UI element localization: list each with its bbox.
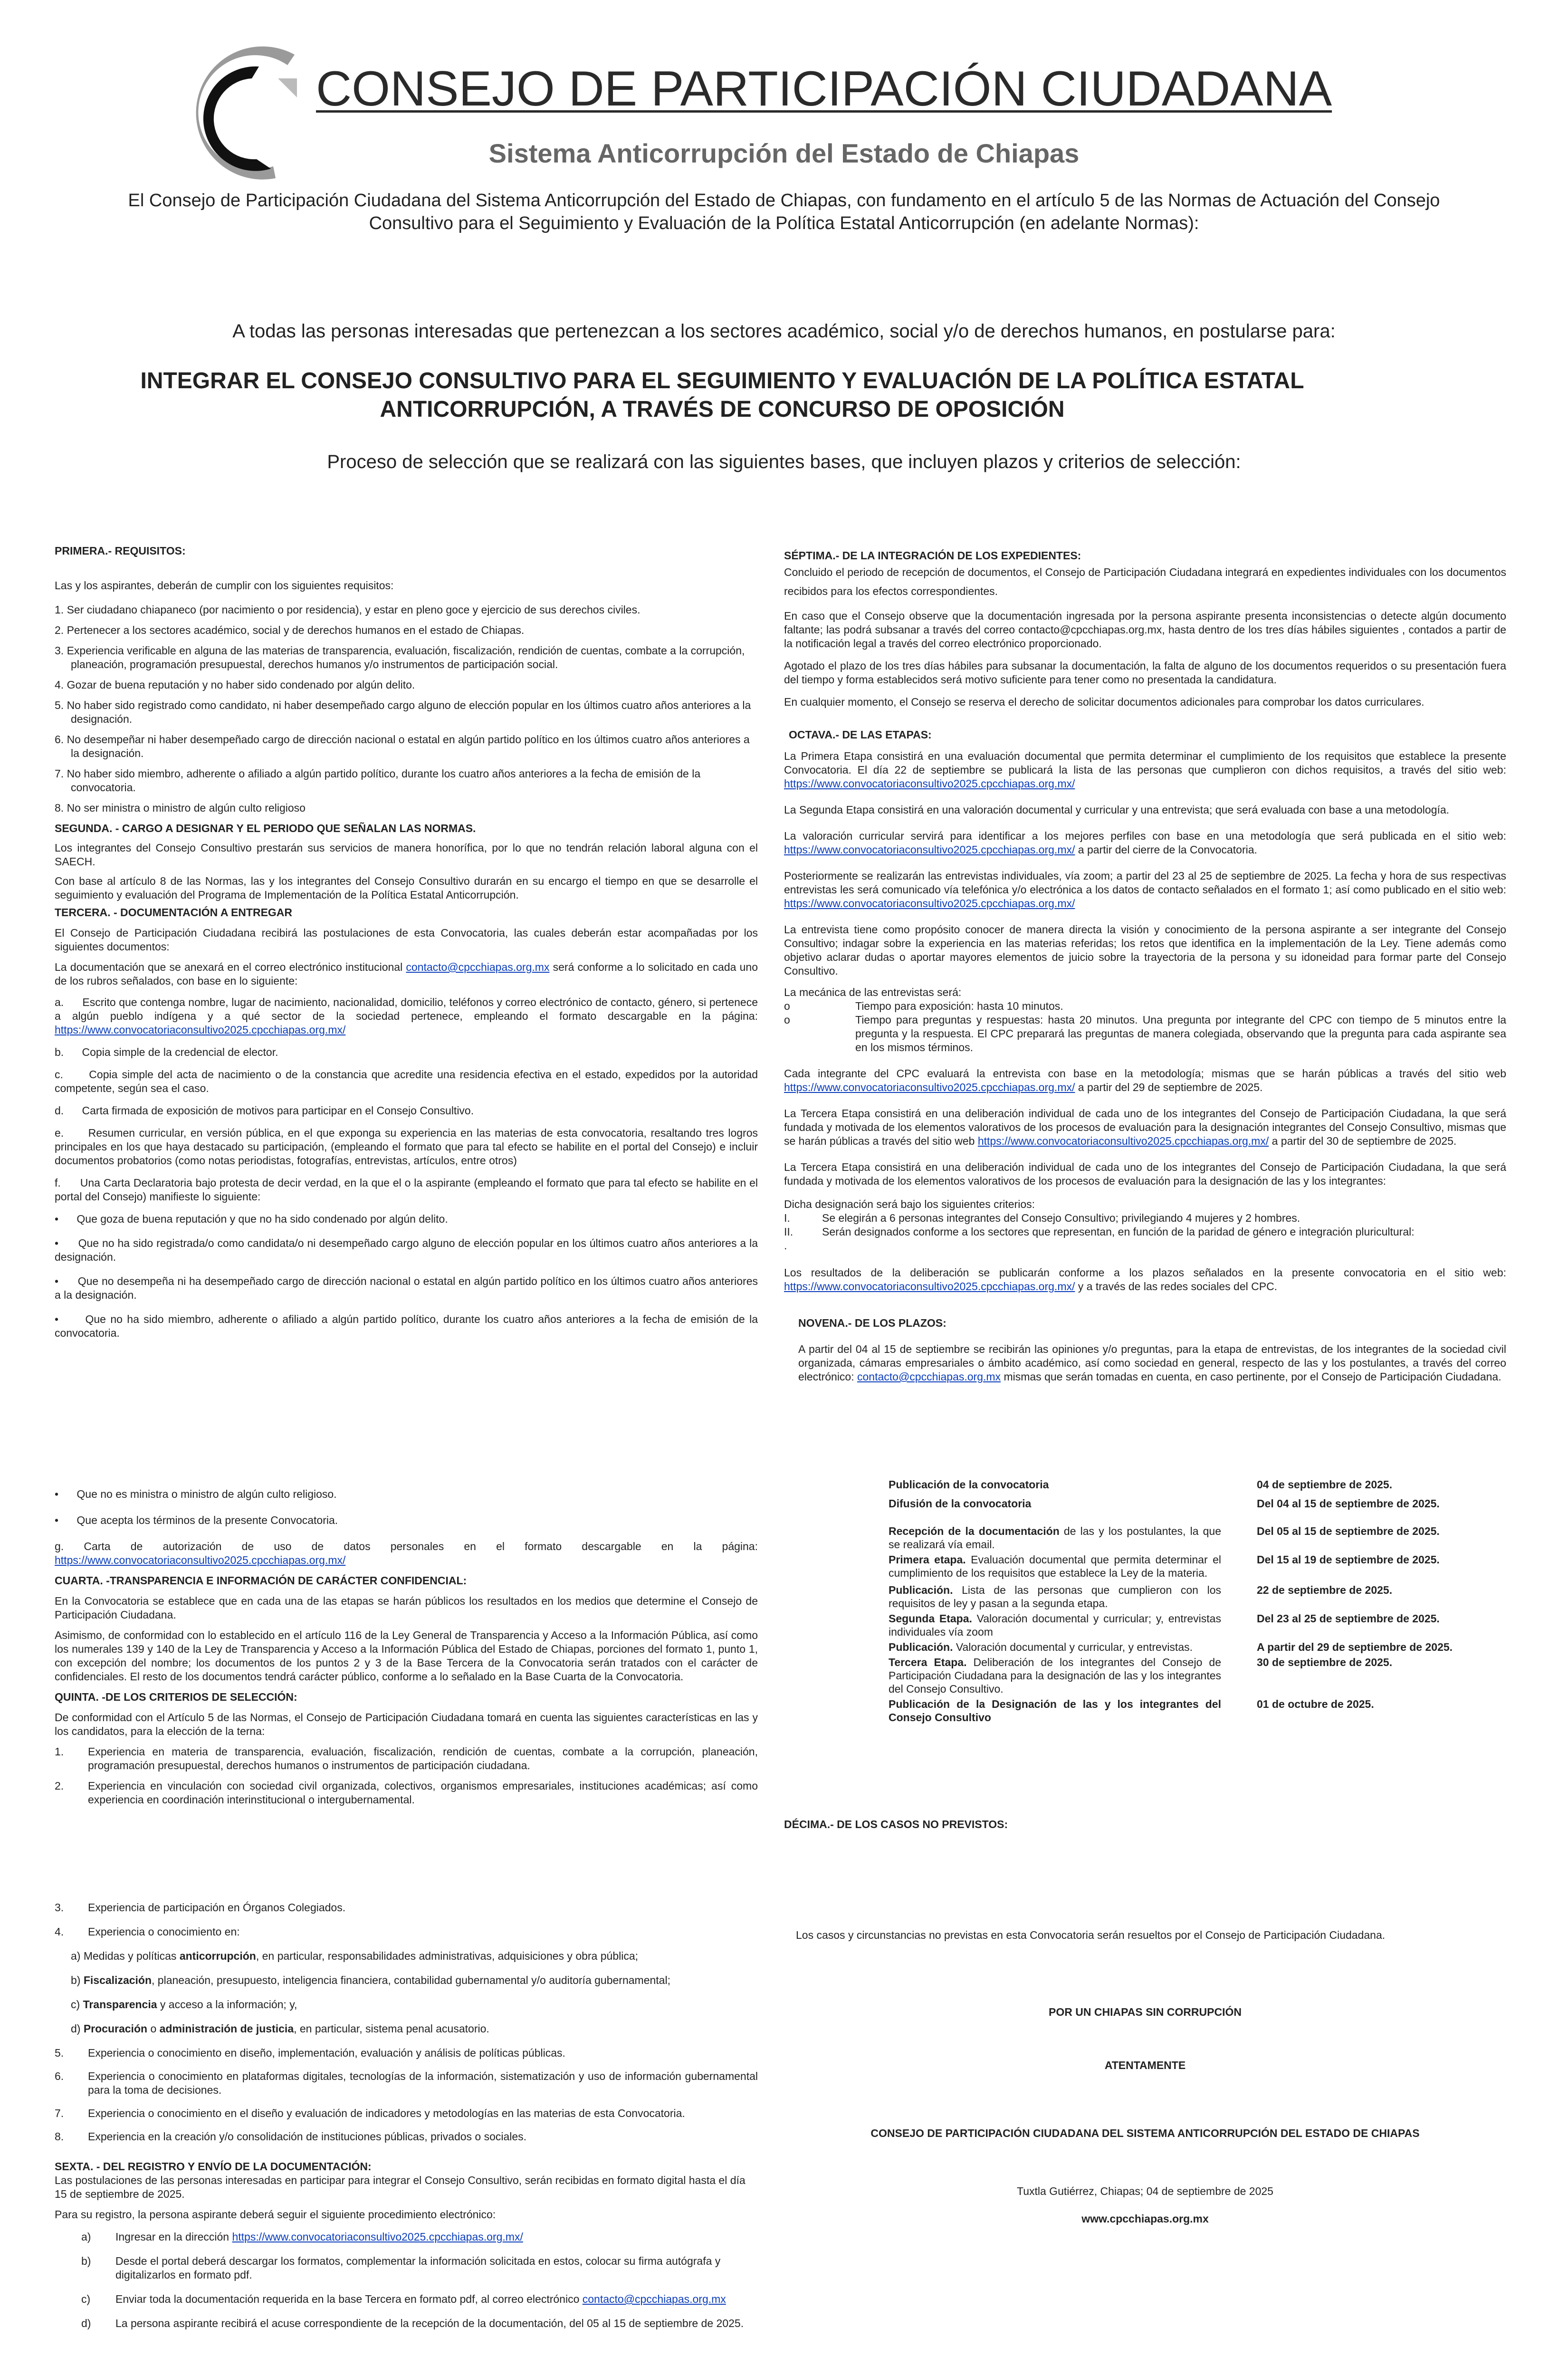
schedule-row <box>889 1478 1506 1491</box>
doc-item: f. Una Carta Declaratoria bajo protesta de decir verdad, en la que el o la aspirante (empleando el formato que para tal efecto se habilite en el portal del Consejo) manifieste lo siguiente: <box>55 1177 758 1203</box>
crit-item: . <box>784 1239 787 1252</box>
sub-item: c) Transparencia y acceso a la información; y, <box>71 1998 297 2011</box>
octava-p10: Los resultados de la deliberación se publicarán conforme a los plazos señalados en la presente convocatoria en el sitio web: https://www.convocatoriaconsultivo2025.cpcchiapas.org.mx/ y a través de las redes sociales del CPC. <box>784 1266 1506 1293</box>
schedule-row <box>889 1553 1506 1580</box>
schedule-row <box>889 1583 1506 1610</box>
convocatoria-link[interactable]: https://www.convocatoriaconsultivo2025.cpcchiapas.org.mx/ <box>232 2231 523 2243</box>
schedule-event: Difusión de la convocatoria <box>889 1497 1032 1510</box>
convocatoria-link[interactable]: https://www.convocatoriaconsultivo2025.cpcchiapas.org.mx/ <box>784 1280 1075 1293</box>
page-title: CONSEJO DE PARTICIPACIÓN CIUDADANA <box>316 61 1332 116</box>
criterio-item: 5. Experiencia o conocimiento en diseño, implementación, evaluación y análisis de políticas públicas. <box>55 2047 565 2059</box>
step-item: c) Enviar toda la documentación requerida en la base Tercera en formato pdf, al correo electrónico contacto@cpcchiapas.org.mx <box>81 2293 726 2305</box>
doc-item: d. Carta firmada de exposición de motivos para participar en el Consejo Consultivo. <box>55 1104 474 1117</box>
cuarta-p1: En la Convocatoria se establece que en cada una de las etapas se harán públicos los resultados en los medios que determine el Consejo de Participación Ciudadana. <box>55 1595 758 1621</box>
schedule-row <box>889 1656 1506 1696</box>
schedule-date: Del 04 al 15 de septiembre de 2025. <box>1257 1497 1440 1510</box>
section-decima-title: DÉCIMA.- DE LOS CASOS NO PREVISTOS: <box>784 1818 1008 1830</box>
schedule-date: A partir del 29 de septiembre de 2025. <box>1257 1641 1453 1653</box>
septima-p4: En cualquier momento, el Consejo se reserva el derecho de solicitar documentos adicionales para comprobar los datos curriculares. <box>784 696 1425 708</box>
section-octava-title: OCTAVA.- DE LAS ETAPAS: <box>789 728 932 741</box>
section-tercera-title: TERCERA. - DOCUMENTACIÓN A ENTREGAR <box>55 906 293 919</box>
octava-p7: La Tercera Etapa consistirá en una deliberación individual de cada uno de los integrantes del Consejo de Participación Ciudadana, la que será fundada y motivada de los elementos valorativos de los procesos de evaluación para la designación integrantes del Consejo Consultivo, mismas que se harán públicas a través del sitio web https://www.convocatoriaconsultivo2025.cpcchiapas.org.mx/ a partir del 30 de septiembre de 2025. <box>784 1107 1506 1147</box>
convocatoria-link[interactable]: https://www.convocatoriaconsultivo2025.cpcchiapas.org.mx/ <box>55 1024 346 1036</box>
doc-item: a. Escrito que contenga nombre, lugar de nacimiento, nacionalidad, domicilio, teléfonos y correo electrónico de contacto, género, si pertenece a algún pueblo indígena y a qué sector de la sociedad pertenece, empleando el formato descargable en la página: https://www.convocatoriaconsultivo2025.cpcchiapas.org.mx/ <box>55 996 758 1036</box>
novena-p1: A partir del 04 al 15 de septiembre se recibirán las opiniones y/o preguntas, para la etapa de entrevistas, de los integrantes de la sociedad civil organizada, cámaras empresariales o ámbito académico, así como sociedad en general, respecto de las y los postulantes, a través del correo electrónico: contacto@cpcchiapas.org.mx mismas que serán tomadas en cuenta, en caso pertinente, por el Consejo de Participación Ciudadana. <box>798 1343 1506 1383</box>
octava-p5: La entrevista tiene como propósito conocer de manera directa la visión y conocimiento de la persona aspirante a ser integrante del Consejo Consultivo; indagar sobre la experiencia en las materias referidas; los retos que identifica en la implementación de la Ley. Tiene además como objetivo aclarar dudas o aportar mayores elementos de juicio sobre la trayectoria de la persona y su idoneidad para formar parte del Consejo Consultivo. <box>784 923 1506 977</box>
schedule-date: 22 de septiembre de 2025. <box>1257 1584 1393 1596</box>
octava-p6: Cada integrante del CPC evaluará la entrevista con base en la metodología; mismas que se harán públicas a través del sitio web https://www.convocatoriaconsultivo2025.cpcchiapas.org.mx/ a partir del 29 de septiembre de 2025. <box>784 1067 1506 1093</box>
doc-item-g: g. Carta de autorización de uso de datos personales en el formato descargable en la página: https://www.convocatoriaconsultivo2025.cpcchiapas.org.mx/ <box>55 1540 758 1566</box>
section-segunda-title: SEGUNDA. - CARGO A DESIGNAR Y EL PERIODO QUE SEÑALAN LAS NORMAS. <box>55 822 476 834</box>
octava-p9: Dicha designación será bajo los siguientes criterios: <box>784 1198 1035 1210</box>
doc-item: b. Copia simple de la credencial de elector. <box>55 1046 278 1058</box>
invite-paragraph: A todas las personas interesadas que pertenezcan a los sectores académico, social y/o de derechos humanos, en postularse para: <box>232 321 1336 342</box>
sexta-p2: Para su registro, la persona aspirante deberá seguir el siguiente procedimiento electrónico: <box>55 2208 496 2221</box>
schedule-row <box>889 1697 1506 1724</box>
schedule-event: Tercera Etapa. Deliberación de los integrantes del Consejo de Participación Ciudadana para la designación de las y los integrantes del Consejo Consultivo. <box>889 1656 1221 1695</box>
criterio-item: 3. Experiencia de participación en Órganos Colegiados. <box>55 1901 346 1914</box>
schedule-event: Segunda Etapa. Valoración documental y curricular; y, entrevistas individuales vía zoom <box>889 1612 1221 1638</box>
email-link[interactable]: contacto@cpcchiapas.org.mx <box>406 961 550 973</box>
sexta-p1: Las postulaciones de las personas interesadas en participar para integrar el Consejo Consultivo, serán recibidas en formato digital hasta el día 15 de septiembre de 2025. <box>55 2174 746 2200</box>
octava-p2: La Segunda Etapa consistirá en una valoración documental y curricular y una entrevista; que será evaluada con base a una metodología. <box>784 804 1450 816</box>
segunda-p2: Con base al artículo 8 de las Normas, las y los integrantes del Consejo Consultivo durarán en su encargo el tiempo en que se desarrolle el seguimiento y evaluación del Programa de Implementación de la Política Estatal Anticorrupción. <box>55 875 758 901</box>
quinta-p1: De conformidad con el Artículo 5 de las Normas, el Consejo de Participación Ciudadana tomará en cuenta las siguientes características en las y los candidatos, para la elección de la terna: <box>55 1711 758 1737</box>
sub-item: b) Fiscalización, planeación, presupuesto, inteligencia financiera, contabilidad gubernamental y/o auditoría gubernamental; <box>71 1974 670 1986</box>
section-primera-title: PRIMERA.- REQUISITOS: <box>55 545 186 557</box>
convocatoria-link[interactable]: https://www.convocatoriaconsultivo2025.cpcchiapas.org.mx/ <box>784 843 1075 856</box>
criterio-item: 1. Experiencia en materia de transparencia, evaluación, fiscalización, rendición de cuentas, combate a la corrupción, planeación, programación presupuestal, derechos humanos o instrumentos de participación ciudadana. <box>55 1745 758 1772</box>
place-date: Tuxtla Gutiérrez, Chiapas; 04 de septiembre de 2025 <box>1017 2185 1273 2197</box>
schedule-event: Publicación de la Designación de las y los integrantes del Consejo Consultivo <box>889 1698 1221 1724</box>
intro-paragraph: El Consejo de Participación Ciudadana del Sistema Anticorrupción del Estado de Chiapas, con fundamento en el artículo 5 de las Normas de Actuación del Consejo Consultivo para el Seguimiento y Evaluación de la Política Estatal Anticorrupción (en adelante Normas): <box>128 191 1440 233</box>
process-paragraph: Proceso de selección que se realizará con las siguientes bases, que incluyen plazos y criterios de selección: <box>327 451 1241 472</box>
schedule-date: 01 de octubre de 2025. <box>1257 1698 1374 1710</box>
schedule-date: Del 23 al 25 de septiembre de 2025. <box>1257 1612 1440 1625</box>
website-link[interactable]: www.cpcchiapas.org.mx <box>1081 2213 1209 2225</box>
requisitos-list <box>55 603 758 815</box>
decima-body <box>796 1928 1509 1942</box>
declaracion-list <box>55 1212 758 1340</box>
requisito-item: 4. Gozar de buena reputación y no haber sido condenado por algún delito. <box>55 679 415 691</box>
doc-item: e. Resumen curricular, en versión pública, en el que exponga su experiencia en las materias de esta convocatoria, resaltando tres logros principales en los que haya destacado su participación, (empleando el formato que para tal efecto se habilite en el portal del Consejo) e incluir documentos probatorios (como notas periodistas, fotografías, entrevistas, artículos, entre otros) <box>55 1127 758 1167</box>
requisito-item: 3. Experiencia verificable en alguna de las materias de transparencia, evaluación, fiscalización, rendición de cuentas, combate a la corrupción, planeación, programación presupuestal, derechos humanos y/o instrumentos de participación social. <box>55 644 745 671</box>
cuarta-p2: Asimismo, de conformidad con lo establecido en el artículo 116 de la Ley General de Transparencia y Acceso a la Información Pública, así como los numerales 139 y 140 de la Ley de Transparencia y Acceso a la Información Pública del Estado de Chiapas, porciones del formato 1, punto 1, con excepción del nombre; los documentos de los puntos 2 y 3 de la Base Tercera de la Convocatoria serán tratados con el carácter de confidenciales. El resto de los documentos tendrá carácter público, conforme a lo señalado en la Base Cuarta de la Convocatoria. <box>55 1629 758 1683</box>
schedule-event: Publicación. Valoración documental y curricular, y entrevistas. <box>889 1641 1193 1653</box>
left-column <box>55 544 758 1351</box>
requisito-item: 1. Ser ciudadano chiapaneco (por nacimiento o por residencia), y estar en pleno goce y ejercicio de sus derechos civiles. <box>55 604 641 616</box>
mec-item: o Tiempo para preguntas y respuestas: hasta 20 minutos. Una pregunta por integrante del CPC con tiempo de 5 minutos entre la pregunta y la respuesta. El CPC preparará las preguntas de manera colegiada, observando que la pregunta para cada aspirante sea en los mismos términos. <box>784 1014 1506 1054</box>
criterio-item: 2. Experiencia en vinculación con sociedad civil organizada, colectivos, organismos empresariales, instituciones académicas; así como experiencia en coordinación interinstitucional o intergubernamental. <box>55 1780 758 1806</box>
email-link[interactable]: contacto@cpcchiapas.org.mx <box>582 2293 726 2305</box>
criterios-list <box>55 1745 758 1807</box>
crit-item: II. Serán designados conforme a los sectores que representan, en función de la paridad de género e integración pluricultural: <box>784 1226 1415 1238</box>
crit-item: I. Se elegirán a 6 personas integrantes del Consejo Consultivo; privilegiando 4 mujeres y 2 hombres. <box>784 1212 1300 1224</box>
requisito-item: 8. No ser ministra o ministro de algún culto religioso <box>55 802 306 814</box>
septima-p1: Concluido el periodo de recepción de documentos, el Consejo de Participación Ciudadana integrará en expedientes individuales con los documentos recibidos para los efectos correspondientes. <box>784 566 1506 597</box>
convocatoria-link[interactable]: https://www.convocatoriaconsultivo2025.cpcchiapas.org.mx/ <box>55 1554 346 1566</box>
bullet-item: • Que no ha sido registrada/o como candidata/o ni desempeñado cargo alguno de elección popular en los últimos cuatro años anteriores a la designación. <box>55 1237 758 1263</box>
step-item: b) Desde el portal deberá descargar los formatos, complementar la información solicitada en estos, colocar su firma autógrafa y digitalizarlos en formato pdf. <box>81 2255 721 2281</box>
step-item: a) Ingresar en la dirección https://www.convocatoriaconsultivo2025.cpcchiapas.org.mx/ <box>81 2231 523 2243</box>
primera-intro: Las y los aspirantes, deberán de cumplir con los siguientes requisitos: <box>55 579 394 592</box>
schedule-row <box>889 1497 1506 1510</box>
schedule-row <box>889 1612 1506 1638</box>
octava-p1: La Primera Etapa consistirá en una evaluación documental que permita determinar el cumplimiento de los requisitos que establece la presente Convocatoria. El día 22 de septiembre se publicará la lista de las personas que cumplieron con dichos requisitos, a través del sitio web: https://www.convocatoriaconsultivo2025.cpcchiapas.org.mx/ <box>784 750 1506 790</box>
bullet-item: • Que no ha sido miembro, adherente o afiliado a algún partido político, durante los cuatro años anteriores a la fecha de emisión de la convocatoria. <box>55 1313 758 1339</box>
schedule-event: Publicación. Lista de las personas que cumplieron con los requisitos de ley y pasan a la segunda etapa. <box>889 1584 1221 1610</box>
criterio-item: 7. Experiencia o conocimiento en el diseño y evaluación de indicadores y metodologías en las materias de esta Convocatoria. <box>55 2107 685 2119</box>
tercera-p1: El Consejo de Participación Ciudadana recibirá las postulaciones de esta Convocatoria, las cuales deberán estar acompañadas por los siguientes documentos: <box>55 927 758 953</box>
schedule-event: Recepción de la documentación de las y los postulantes, la que se realizará vía email. <box>889 1525 1222 1551</box>
schedule-date: Del 05 al 15 de septiembre de 2025. <box>1257 1525 1440 1537</box>
section-cuarta-title: CUARTA. -TRANSPARENCIA E INFORMACIÓN DE CARÁCTER CONFIDENCIAL: <box>55 1574 467 1587</box>
requisito-item: 7. No haber sido miembro, adherente o afiliado a algún partido político, durante los cuatro años anteriores a la fecha de emisión de la convocatoria. <box>55 767 701 794</box>
requisito-item: 2. Pertenecer a los sectores académico, social y de derechos humanos en el estado de Chiapas. <box>55 624 525 636</box>
docs-list <box>55 996 758 1204</box>
octava-p8: La Tercera Etapa consistirá en una deliberación individual de cada uno de los integrantes del Consejo de Participación Ciudadana, la que será fundada y motivada de los elementos valorativos de los procesos de evaluación para la designación de las y los integrantes: <box>784 1161 1506 1187</box>
segunda-p1: Los integrantes del Consejo Consultivo prestarán sus servicios de manera honorífica, por lo que no tendrán relación laboral alguna con el SAECH. <box>55 842 758 868</box>
call-heading <box>76 367 1368 424</box>
octava-p4: Posteriormente se realizarán las entrevistas individuales, vía zoom; a partir del 23 al 25 de septiembre de 2025. La fecha y hora de sus respectivas entrevistas les será comunicado vía telefónica y/o electrónica a los datos de contacto señalados en el formato 1; así como publicado en el sitio web: https://www.convocatoriaconsultivo2025.cpcchiapas.org.mx/ <box>784 870 1506 910</box>
schedule-date: Del 15 al 19 de septiembre de 2025. <box>1257 1553 1440 1566</box>
requisito-item: 6. No desempeñar ni haber desempeñado cargo de dirección nacional o estatal en algún partido político en los últimos cuatro años anteriores a la designación. <box>55 733 750 759</box>
convocatoria-link[interactable]: https://www.convocatoriaconsultivo2025.cpcchiapas.org.mx/ <box>784 897 1075 910</box>
schedule-date: 30 de septiembre de 2025. <box>1257 1656 1393 1668</box>
email-link[interactable]: contacto@cpcchiapas.org.mx <box>857 1370 1001 1383</box>
schedule-row <box>889 1640 1506 1654</box>
mec-item: o Tiempo para exposición: hasta 10 minutos. <box>784 1000 1063 1012</box>
schedule-table <box>889 1478 1506 1730</box>
decima-section <box>784 1818 1506 1831</box>
section-novena-title: NOVENA.- DE LOS PLAZOS: <box>798 1317 947 1329</box>
octava-p3: La valoración curricular servirá para identificar a los mejores perfiles con base en una metodología que será publicada en el sitio web: https://www.convocatoriaconsultivo2025.cpcchiapas.org.mx/ a partir del cierre de la Convocatoria. <box>784 830 1506 856</box>
bullet-item: • Que goza de buena reputación y que no ha sido condenado por algún delito. <box>55 1213 448 1225</box>
convocatoria-link[interactable]: https://www.convocatoriaconsultivo2025.cpcchiapas.org.mx/ <box>784 1081 1075 1093</box>
left-column-2 <box>55 1487 758 1807</box>
bullet-item: • Que no desempeña ni ha desempeñado cargo de dirección nacional o estatal en algún partido político en los últimos cuatro años anteriores a la designación. <box>55 1275 758 1301</box>
closing-1: POR UN CHIAPAS SIN CORRUPCIÓN <box>1049 2006 1242 2018</box>
bullet-item: • Que acepta los términos de la presente Convocatoria. <box>55 1514 338 1526</box>
sub-item: a) Medidas y políticas anticorrupción, en particular, responsabilidades administrativas, adquisiciones y obra pública; <box>71 1950 639 1962</box>
schedule-event: Publicación de la convocatoria <box>889 1478 1049 1491</box>
doc-item: c. Copia simple del acta de nacimiento o de la constancia que acredite una residencia efectiva en el estado, expedidos por la autoridad competente, según sea el caso. <box>55 1068 758 1094</box>
page-subtitle: Sistema Anticorrupción del Estado de Chiapas <box>488 138 1080 168</box>
octava-mec: La mecánica de las entrevistas será: <box>784 986 962 998</box>
left-column-3 <box>55 1901 758 2330</box>
schedule-event: Primera etapa. Evaluación documental que permita determinar el cumplimiento de los requisitos que establece la Ley de la materia. <box>889 1553 1222 1579</box>
section-sexta-title: SEXTA. - DEL REGISTRO Y ENVÍO DE LA DOCUMENTACIÓN: <box>55 2160 372 2173</box>
tercera-p2: La documentación que se anexará en el correo electrónico institucional contacto@cpcchiapas.org.mx será conforme a lo solicitado en cada uno de los rubros señalados, con base en lo siguiente: <box>55 961 758 987</box>
convocatoria-link[interactable]: https://www.convocatoriaconsultivo2025.cpcchiapas.org.mx/ <box>784 777 1075 790</box>
sub-item: d) Procuración o administración de justicia, en particular, sistema penal acusatorio. <box>71 2022 489 2035</box>
criterio-item: 6. Experiencia o conocimiento en plataformas digitales, tecnologías de la información, sistematización y uso de información gubernamental para la toma de decisiones. <box>55 2070 758 2096</box>
decima-p1: Los casos y circunstancias no previstas en esta Convocatoria serán resueltos por el Consejo de Participación Ciudadana. <box>796 1929 1386 1941</box>
right-column <box>784 549 1506 1384</box>
closing-3: CONSEJO DE PARTICIPACIÓN CIUDADANA DEL SISTEMA ANTICORRUPCIÓN DEL ESTADO DE CHIAPAS <box>870 2127 1420 2139</box>
steps-list <box>55 2230 758 2330</box>
section-quinta-title: QUINTA. -DE LOS CRITERIOS DE SELECCIÓN: <box>55 1691 297 1703</box>
step-item: d) La persona aspirante recibirá el acuse correspondiente de la recepción de la documentación, del 05 al 15 de septiembre de 2025. <box>81 2317 744 2329</box>
call-line-1: INTEGRAR EL CONSEJO CONSULTIVO PARA EL SEGUIMIENTO Y EVALUACIÓN DE LA POLÍTICA ESTATAL <box>140 368 1304 393</box>
call-line-2: ANTICORRUPCIÓN, A TRAVÉS DE CONCURSO DE OPOSICIÓN <box>380 397 1065 422</box>
schedule-date: 04 de septiembre de 2025. <box>1257 1478 1393 1491</box>
septima-p3: Agotado el plazo de los tres días hábiles para subsanar la documentación, la falta de alguno de los documentos requeridos o su presentación fuera del tiempo y forma establecidos será motivo suficiente para tener como no presentada la candidatura. <box>784 660 1506 686</box>
bullet-item: • Que no es ministra o ministro de algún culto religioso. <box>55 1488 337 1500</box>
requisito-item: 5. No haber sido registrado como candidato, ni haber desempeñado cargo alguno de elección popular en los últimos cuatro años anteriores a la designación. <box>55 699 751 725</box>
section-septima-title: SÉPTIMA.- DE LA INTEGRACIÓN DE LOS EXPEDIENTES: <box>784 549 1081 562</box>
criterio-item: 8. Experiencia en la creación y/o consolidación de instituciones públicas, privados o sociales. <box>55 2130 527 2143</box>
closing-2: ATENTAMENTE <box>1104 2059 1186 2071</box>
criterio-item: 4. Experiencia o conocimiento en: <box>55 1926 240 1938</box>
convocatoria-link[interactable]: https://www.convocatoriaconsultivo2025.cpcchiapas.org.mx/ <box>977 1135 1269 1147</box>
septima-p2: En caso que el Consejo observe que la documentación ingresada por la persona aspirante presenta inconsistencias o detecte algún documento faltante; las podrá subsanar a través del correo contacto@cpcchiapas.org.mx, hasta dentro de los tres días hábiles siguientes , contados a partir de la notificación legal a través del correo electrónico proporcionado. <box>784 610 1506 650</box>
schedule-row <box>889 1524 1506 1551</box>
